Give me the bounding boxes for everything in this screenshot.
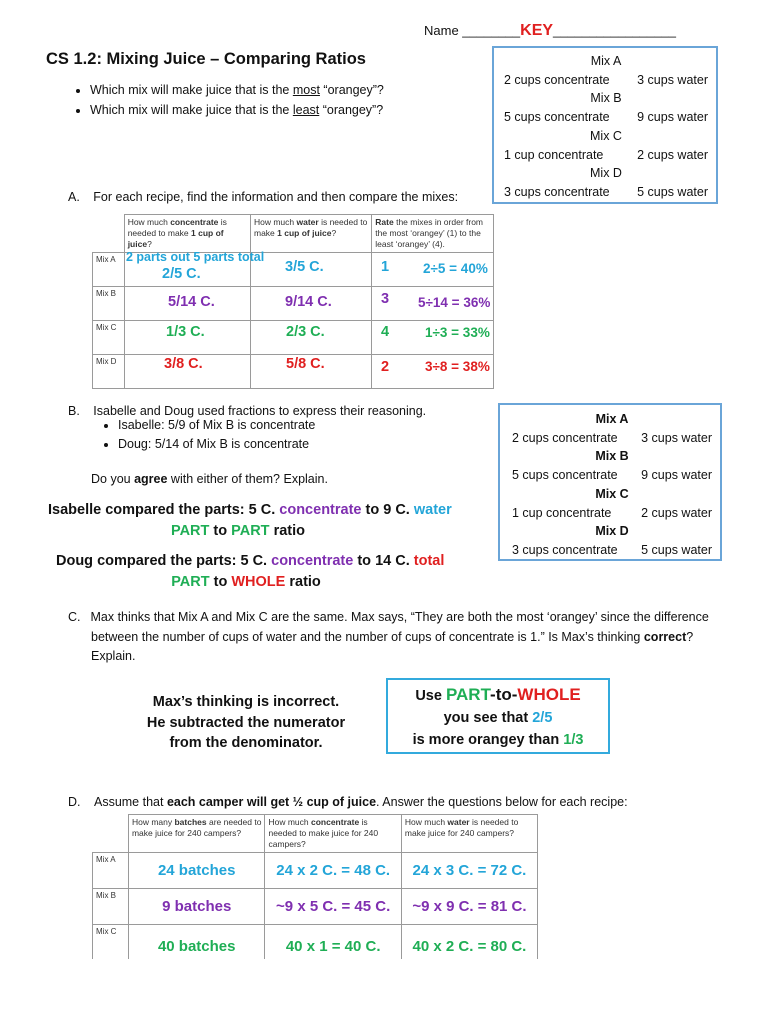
part-d-label: D. (68, 795, 81, 809)
handwritten-note: 2 parts out 5 parts total (126, 250, 265, 264)
question-list (60, 80, 384, 120)
mix-a-water: 3/5 C. (285, 259, 324, 275)
row-label: Mix A (93, 853, 129, 889)
mix-concentrate: 5 cups concentrate (512, 468, 618, 483)
mix-d-concentrate: 3/8 C. (164, 356, 203, 372)
mix-recipes-box (492, 46, 718, 204)
name-label: Name ________ (424, 23, 521, 38)
mix-d-rank: 2 (381, 359, 390, 375)
bullet-item: • Isabelle: 5/9 of Mix B is concentrate (118, 416, 315, 435)
bullet-item: • Doug: 5/14 of Mix B is concentrate (118, 435, 315, 454)
mix-name: Mix D (590, 166, 622, 181)
mix-water: 3 cups water (641, 430, 712, 445)
mix-b-concentrate-total: ~9 x 5 C. = 45 C. (265, 889, 401, 925)
mix-concentrate: 3 cups concentrate (504, 184, 610, 199)
name-line (424, 22, 676, 40)
row-label: Mix A (93, 253, 125, 287)
mix-concentrate: 2 cups concentrate (512, 430, 618, 445)
mix-a-calc: 2÷5 = 40% (423, 261, 488, 276)
mix-concentrate: 2 cups concentrate (504, 72, 610, 87)
mix-concentrate: 5 cups concentrate (504, 110, 610, 125)
mix-water: 9 cups water (641, 468, 712, 483)
mix-water: 2 cups water (641, 505, 712, 520)
max-answer: Max’s thinking is incorrect. He subtracted the numerator from the denominator. (146, 694, 346, 751)
mix-a-batches: 24 batches (128, 853, 265, 889)
mix-c-rank: 4 (381, 324, 390, 340)
part-b-label: B. (68, 404, 80, 418)
key-label: KEY (520, 22, 554, 39)
part-a-text: For each recipe, find the information and then compare the mixes: (93, 190, 459, 204)
page-title: CS 1.2: Mixing Juice – Comparing Ratios (46, 50, 366, 68)
mix-b-rank: 3 (381, 291, 390, 307)
mix-name: Mix A (590, 54, 622, 68)
row-label: Mix C (93, 321, 125, 355)
header-rate: Rate the mixes in order from the most ‘orangey’ (1) to the least ‘orangey’ (4). (372, 215, 494, 253)
mix-concentrate: 1 cup concentrate (504, 147, 604, 162)
part-c-prompt: C. Max thinks that Mix A and Mix C are the same. Max says, “They are both the most ‘orangey’ since the difference between the number of cups of water and the number of cups of concentrate is 1.” Is Max’s thinking correct? Explain. (68, 610, 709, 663)
mix-b-water-total: ~9 x 9 C. = 81 C. (401, 889, 537, 925)
header-water: How much water is needed to make juice for 240 campers? (401, 815, 537, 853)
mix-d-calc: 3÷8 = 38% (425, 359, 490, 374)
mix-b-water: 9/14 C. (285, 294, 332, 310)
mix-concentrate: 3 cups concentrate (512, 542, 618, 557)
row-label: Mix C (93, 925, 129, 959)
question-item: • Which mix will make juice that is the most “orangey”? (90, 80, 384, 100)
part-d-table (92, 814, 538, 959)
mix-recipes-box-2 (498, 403, 722, 561)
row-label: Mix B (93, 287, 125, 321)
header-batches: How many batches are needed to make juice for 240 campers? (128, 815, 265, 853)
mix-b-concentrate: 5/14 C. (168, 294, 215, 310)
question-item: • Which mix will make juice that is the least “orangey”? (90, 100, 384, 120)
part-b-text: Isabelle and Doug used fractions to express their reasoning. (93, 404, 427, 418)
part-b-bullets (88, 416, 315, 454)
mix-water: 5 cups water (641, 542, 712, 557)
part-b-question: Do you agree with either of them? Explain. (91, 472, 328, 486)
mix-c-concentrate: 1/3 C. (166, 324, 205, 340)
mix-c-concentrate-total: 40 x 1 = 40 C. (265, 925, 401, 959)
doug-explanation: Doug compared the parts: 5 C. concentrate to 14 C. total PART to WHOLE ratio (56, 553, 445, 590)
part-d-prompt: D. Assume that each camper will get ½ cup of juice. Answer the questions below for each recipe: (68, 795, 628, 809)
mix-c-water: 2/3 C. (286, 324, 325, 340)
mix-c-batches: 40 batches (128, 925, 265, 959)
part-a-prompt (68, 190, 458, 204)
mix-name: Mix B (590, 91, 622, 106)
mix-a-concentrate-total: 24 x 2 C. = 48 C. (265, 853, 401, 889)
mix-water: 2 cups water (637, 147, 708, 162)
part-a-label: A. (68, 190, 80, 204)
mix-name: Mix D (595, 524, 629, 539)
mix-water: 3 cups water (637, 72, 708, 87)
mix-water: 5 cups water (637, 184, 708, 199)
name-blank: _________________ (553, 23, 676, 38)
mix-c-water-total: 40 x 2 C. = 80 C. (401, 925, 537, 959)
mix-c-calc: 1÷3 = 33% (425, 325, 490, 340)
row-label: Mix D (93, 355, 125, 389)
mix-d-water: 5/8 C. (286, 356, 325, 372)
mix-b-batches: 9 batches (128, 889, 265, 925)
mix-name: Mix C (590, 128, 622, 143)
mix-concentrate: 1 cup concentrate (512, 505, 612, 520)
row-label: Mix B (93, 889, 129, 925)
mix-name: Mix A (595, 412, 629, 426)
header-concentrate: How much concentrate is needed to make juice for 240 campers? (265, 815, 401, 853)
isabelle-explanation: Isabelle compared the parts: 5 C. concentrate to 9 C. water PART to PART ratio (48, 502, 452, 539)
mix-b-calc: 5÷14 = 36% (418, 295, 491, 310)
mix-a-water-total: 24 x 3 C. = 72 C. (401, 853, 537, 889)
mix-a-rank: 1 (381, 259, 390, 275)
header-concentrate: How much concentrate is needed to make 1 cup of juice? (124, 215, 250, 253)
mix-name: Mix C (595, 486, 629, 501)
mix-water: 9 cups water (637, 110, 708, 125)
mix-name: Mix B (595, 449, 629, 464)
header-water: How much water is needed to make 1 cup of juice? (250, 215, 371, 253)
part-to-whole-box: Use PART-to-WHOLE you see that 2/5 is more orangey than 1/3 (386, 678, 610, 754)
mix-a-concentrate: 2/5 C. (162, 266, 201, 282)
part-c-label: C. (68, 610, 81, 624)
